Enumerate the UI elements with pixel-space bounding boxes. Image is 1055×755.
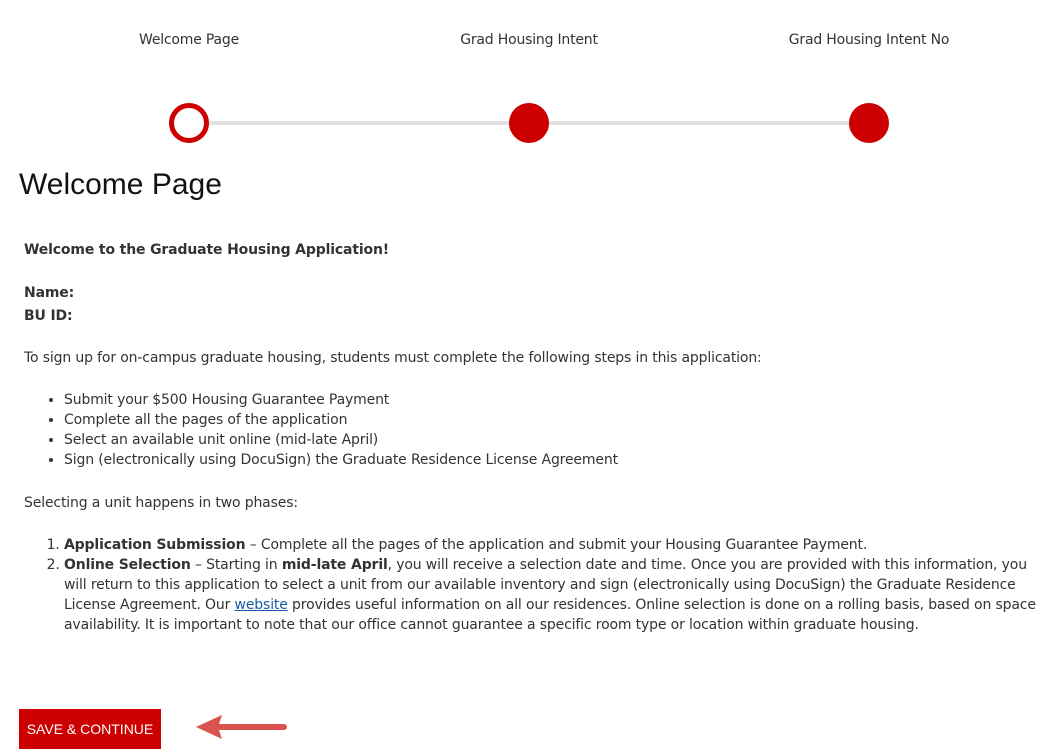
step-dot-welcome[interactable] <box>169 103 209 143</box>
list-item: • Select an available unit online (mid-late April) <box>64 430 1039 450</box>
step-label-grad-housing-intent-no: Grad Housing Intent No <box>788 32 950 48</box>
step-label-welcome: Welcome Page <box>139 32 239 48</box>
step-label-grad-housing-intent: Grad Housing Intent <box>460 32 598 48</box>
list-item <box>64 535 1039 555</box>
phase-emphasis: mid-late April <box>281 557 388 573</box>
list-item <box>64 555 1039 635</box>
name-label: Name: <box>24 285 75 301</box>
save-continue-button[interactable]: SAVE & CONTINUE <box>19 709 161 749</box>
buid-label: BU ID: <box>24 308 73 324</box>
steps-intro: To sign up for on-campus graduate housing, students must complete the following steps in this application: <box>24 350 762 366</box>
phase-title: Application Submission <box>64 537 246 553</box>
page-title: Welcome Page <box>19 168 222 201</box>
steps-list <box>24 390 1039 470</box>
phases-intro: Selecting a unit happens in two phases: <box>24 495 298 511</box>
website-link[interactable]: website <box>234 597 288 613</box>
phase-text: , you will receive a selection date and time. Once you are provided with this information, you will return to this application to select a unit from our available inventory and sign (electronically using DocuSign) the Graduate Residence License Agreement. Our <box>64 557 1027 613</box>
phase-title: Online Selection <box>64 557 191 573</box>
list-item: • Submit your $500 Housing Guarantee Payment <box>64 390 1039 410</box>
list-item: • Sign (electronically using DocuSign) the Graduate Residence License Agreement <box>64 450 1039 470</box>
arrow-left-icon <box>192 711 292 743</box>
phase-text: provides useful information on all our residences. Online selection is done on a rolling basis, based on space availability. It is important to note that our office cannot guarantee a specific room type or location within graduate housing. <box>64 597 1036 633</box>
step-dot-grad-housing-intent-no[interactable] <box>849 103 889 143</box>
phase-text: – Starting in <box>190 557 282 573</box>
phases-list <box>24 535 1039 635</box>
intro-heading: Welcome to the Graduate Housing Application! <box>24 242 390 258</box>
welcome-content <box>24 240 1039 635</box>
step-dot-grad-housing-intent[interactable] <box>509 103 549 143</box>
list-item: • Complete all the pages of the application <box>64 410 1039 430</box>
phase-text: – Complete all the pages of the application and submit your Housing Guarantee Payment. <box>245 537 868 553</box>
